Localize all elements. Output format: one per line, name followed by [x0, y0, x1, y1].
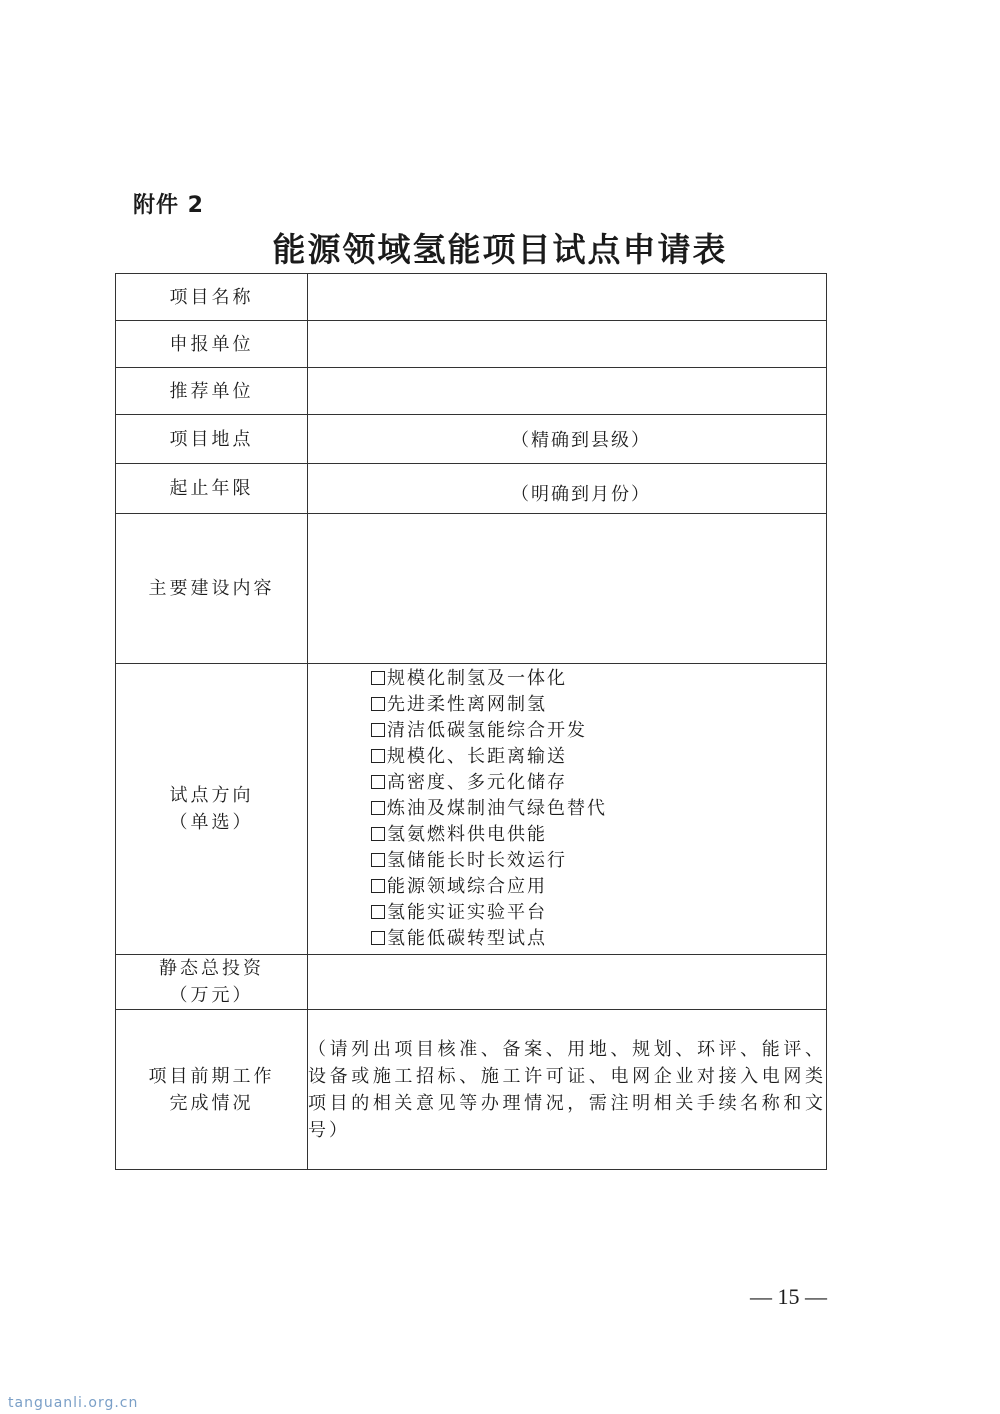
- option-label: 氢能低碳转型试点: [387, 928, 547, 949]
- investment-label: [116, 955, 308, 1010]
- option-label: 氢氨燃料供电供能: [387, 824, 547, 845]
- checkbox[interactable]: [371, 749, 385, 763]
- direction-option[interactable]: [371, 718, 826, 744]
- period-field[interactable]: [308, 464, 827, 514]
- checkbox[interactable]: [371, 723, 385, 737]
- option-label: 规模化制氢及一体化: [387, 668, 567, 689]
- row-recommender: [116, 368, 827, 415]
- option-label: 氢储能长时长效运行: [387, 850, 567, 871]
- watermark: tanguanli.org.cn: [8, 1395, 139, 1411]
- direction-option[interactable]: [371, 848, 826, 874]
- checkbox[interactable]: [371, 801, 385, 815]
- project-name-label: 项目名称: [116, 274, 308, 321]
- checkbox[interactable]: [371, 879, 385, 893]
- checkbox[interactable]: [371, 827, 385, 841]
- option-label: 炼油及煤制油气绿色替代: [387, 798, 607, 819]
- applicant-field[interactable]: [308, 321, 827, 368]
- prework-note: （请列出项目核准、备案、用地、规划、环评、能评、设备或施工招标、施工许可证、电网企业对接入电网类项目的相关意见等办理情况，需注明相关手续名称和文号）: [308, 1038, 826, 1141]
- direction-option[interactable]: [371, 692, 826, 718]
- checkbox[interactable]: [371, 697, 385, 711]
- form-title: 能源领域氢能项目试点申请表: [272, 230, 728, 269]
- checkbox[interactable]: [371, 905, 385, 919]
- checkbox[interactable]: [371, 931, 385, 945]
- investment-label-line1: 静态总投资: [159, 958, 264, 979]
- period-label: 起止年限: [116, 464, 308, 514]
- content-label: 主要建设内容: [116, 514, 308, 664]
- prework-label: [116, 1010, 308, 1170]
- direction-option[interactable]: [371, 822, 826, 848]
- prework-label-line1: 项目前期工作: [148, 1065, 275, 1087]
- application-form-table: [115, 273, 827, 1170]
- location-label: 项目地点: [116, 415, 308, 464]
- content-field[interactable]: [308, 514, 827, 664]
- investment-field[interactable]: [308, 955, 827, 1010]
- applicant-label: 申报单位: [116, 321, 308, 368]
- option-label: 先进柔性离网制氢: [387, 694, 547, 715]
- direction-label: [116, 664, 308, 955]
- attachment-label: 附件 2: [133, 193, 204, 218]
- option-label: 氢能实证实验平台: [387, 902, 547, 923]
- row-content: [116, 514, 827, 664]
- direction-options: [308, 664, 827, 955]
- checkbox[interactable]: [371, 853, 385, 867]
- row-prework: [116, 1010, 827, 1170]
- direction-option[interactable]: [371, 874, 826, 900]
- row-project-name: [116, 274, 827, 321]
- option-label: 清洁低碳氢能综合开发: [387, 720, 587, 741]
- direction-option[interactable]: [371, 796, 826, 822]
- direction-label-line2: （单选）: [169, 812, 254, 833]
- row-investment: [116, 955, 827, 1010]
- recommender-label: 推荐单位: [116, 368, 308, 415]
- location-hint: （精确到县级）: [511, 430, 651, 451]
- period-hint: （明确到月份）: [511, 483, 651, 505]
- location-field[interactable]: [308, 415, 827, 464]
- option-label: 能源领域综合应用: [387, 876, 547, 897]
- project-name-field[interactable]: [308, 274, 827, 321]
- investment-label-line2: （万元）: [169, 985, 254, 1006]
- prework-label-line2: 完成情况: [169, 1092, 254, 1114]
- option-label: 规模化、长距离输送: [387, 746, 567, 767]
- recommender-field[interactable]: [308, 368, 827, 415]
- direction-option[interactable]: [371, 926, 826, 952]
- prework-field[interactable]: [308, 1010, 827, 1170]
- direction-option[interactable]: [371, 666, 826, 692]
- page-number: — 15 —: [750, 1284, 827, 1309]
- direction-label-line1: 试点方向: [169, 785, 254, 806]
- option-label: 高密度、多元化储存: [387, 772, 567, 793]
- checkbox[interactable]: [371, 671, 385, 685]
- direction-option[interactable]: [371, 744, 826, 770]
- row-applicant: [116, 321, 827, 368]
- row-direction: [116, 664, 827, 955]
- direction-option[interactable]: [371, 900, 826, 926]
- row-location: [116, 415, 827, 464]
- direction-option[interactable]: [371, 770, 826, 796]
- checkbox[interactable]: [371, 775, 385, 789]
- row-period: [116, 464, 827, 514]
